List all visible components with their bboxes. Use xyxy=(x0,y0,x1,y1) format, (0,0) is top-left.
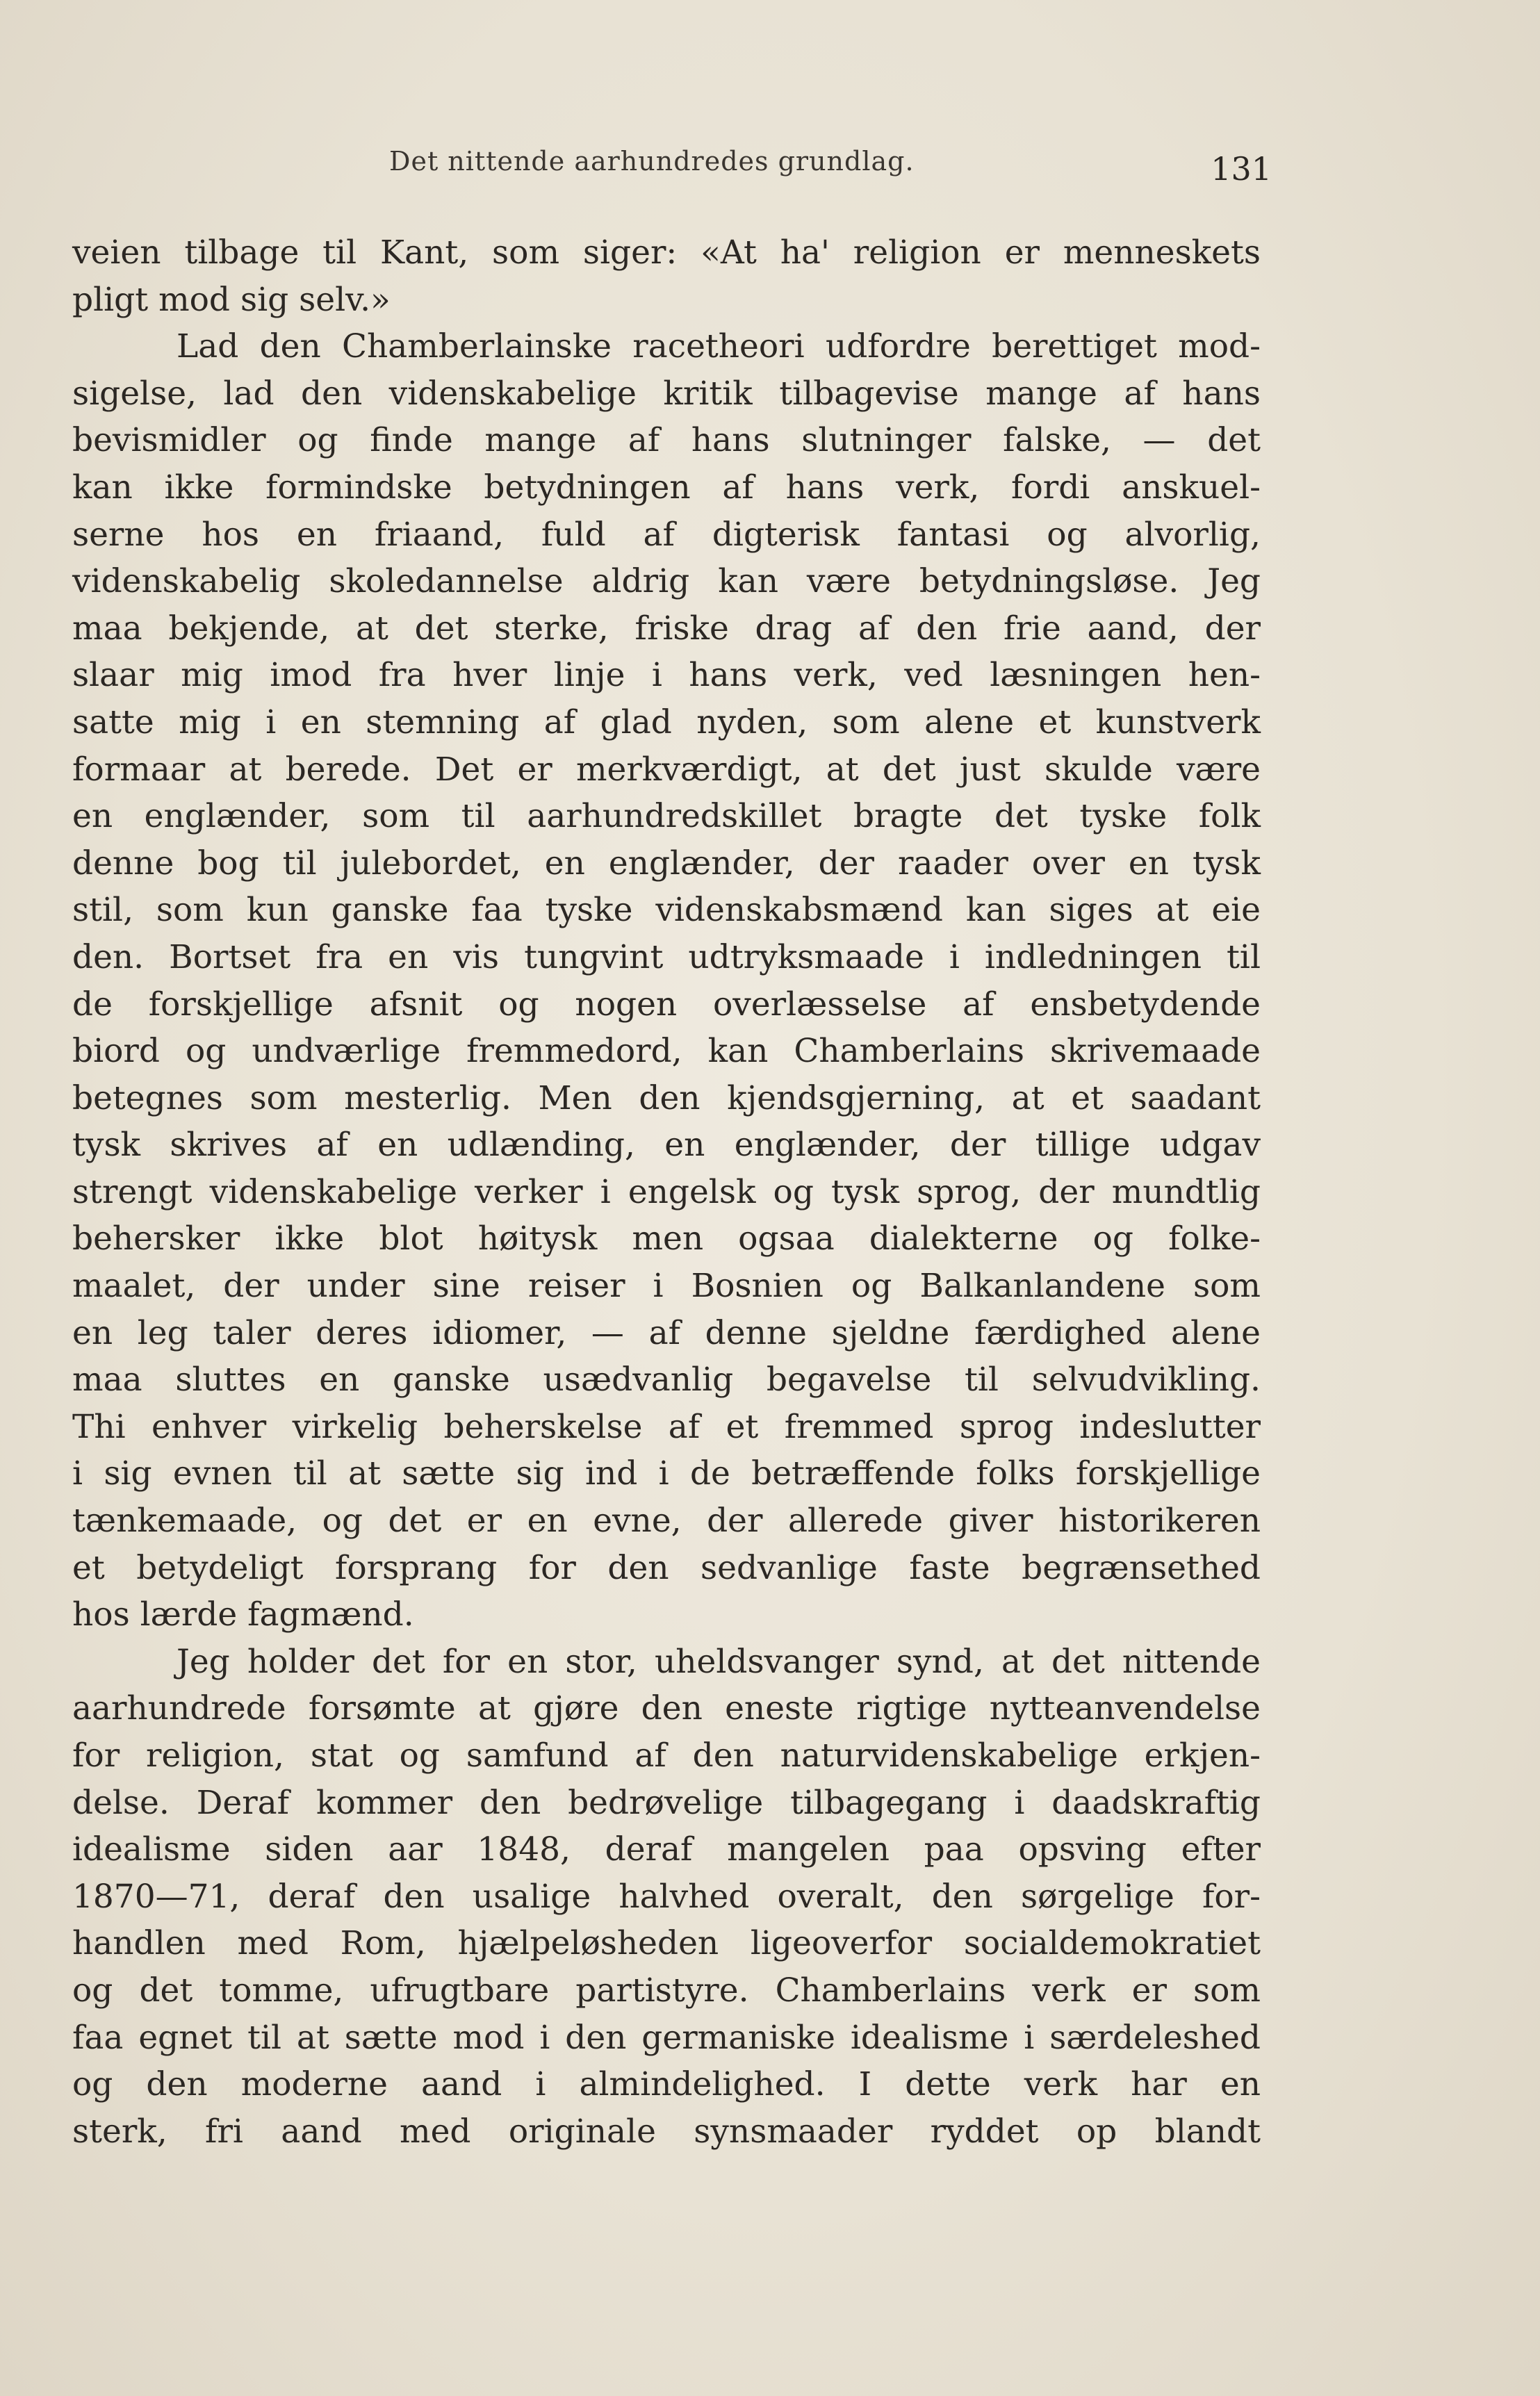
text-line: Lad den Chamberlainske racetheori udfordre berettiget mod- xyxy=(177,327,1261,366)
text-line: kan ikke formindske betydningen af hans verk, fordi anskuel- xyxy=(72,468,1261,507)
text-line: slaar mig imod fra hver linje i hans verk, ved læsningen hen- xyxy=(72,656,1261,695)
text-line: Jeg holder det for en stor, uheldsvanger synd, at det nittende xyxy=(177,1642,1261,1681)
page-number: 131 xyxy=(1211,150,1272,188)
text-line: Thi enhver virkelig beherskelse af et fremmed sprog indeslutter xyxy=(72,1407,1261,1446)
text-line: biord og undværlige fremmedord, kan Chamberlains skrivemaade xyxy=(72,1032,1261,1071)
text-line: strengt videnskabelige verker i engelsk og tysk sprog, der mundtlig xyxy=(72,1172,1261,1211)
body-text xyxy=(72,229,1261,2155)
text-line: delse. Deraf kommer den bedrøvelige tilbagegang i daadskraftig xyxy=(72,1783,1261,1822)
text-line: formaar at berede. Det er merkværdigt, at det just skulde være xyxy=(72,750,1261,789)
text-line: aarhundrede forsømte at gjøre den eneste rigtige nytteanvendelse xyxy=(72,1689,1261,1728)
text-line: et betydeligt forsprang for den sedvanlige faste begrænsethed xyxy=(72,1548,1261,1587)
text-line: veien tilbage til Kant, som siger: «At ha' religion er menneskets xyxy=(72,233,1261,272)
text-line: de forskjellige afsnit og nogen overlæsselse af ensbetydende xyxy=(72,985,1261,1024)
text-line: sigelse, lad den videnskabelige kritik tilbagevise mange af hans xyxy=(72,374,1261,413)
text-line: maa bekjende, at det sterke, friske drag af den frie aand, der xyxy=(72,609,1261,648)
text-line: en englænder, som til aarhundredskillet bragte det tyske folk xyxy=(72,797,1261,836)
text-line: denne bog til julebordet, en englænder, der raader over en tysk xyxy=(72,844,1261,883)
text-line: i sig evnen til at sætte sig ind i de betræffende folks forskjellige xyxy=(72,1454,1261,1493)
text-line: og den moderne aand i almindelighed. I dette verk har en xyxy=(72,2065,1261,2104)
text-line: pligt mod sig selv.» xyxy=(72,280,391,319)
text-line: videnskabelig skoledannelse aldrig kan være betydningsløse. Jeg xyxy=(72,562,1261,601)
text-line: behersker ikke blot høitysk men ogsaa dialekterne og folke- xyxy=(72,1220,1261,1258)
text-line: stil, som kun ganske faa tyske videnskabsmænd kan siges at eie xyxy=(72,891,1261,930)
text-line: 1870—71, deraf den usalige halvhed overalt, den sørgelige for- xyxy=(72,1877,1261,1916)
text-line: en leg taler deres idiomer, — af denne sjeldne færdighed alene xyxy=(72,1313,1261,1352)
text-line: faa egnet til at sætte mod i den germaniske idealisme i særdeleshed xyxy=(72,2018,1261,2057)
text-line: tysk skrives af en udlænding, en englænder, der tillige udgav xyxy=(72,1126,1261,1165)
text-line: maalet, der under sine reiser i Bosnien og Balkanlandene som xyxy=(72,1267,1261,1306)
text-line: idealisme siden aar 1848, deraf mangelen paa opsving efter xyxy=(72,1830,1261,1869)
text-line: handlen med Rom, hjælpeløsheden ligeoverfor socialdemokratiet xyxy=(72,1924,1261,1963)
text-line: hos lærde fagmænd. xyxy=(72,1595,414,1634)
page-header xyxy=(389,146,1272,195)
text-line: tænkemaade, og det er en evne, der allerede giver historikeren xyxy=(72,1502,1261,1541)
text-line: maa sluttes en ganske usædvanlig begavelse til selvudvikling. xyxy=(72,1361,1261,1400)
text-line: og det tomme, ufrugtbare partistyre. Chamberlains verk er som xyxy=(72,1971,1261,2010)
text-line: bevismidler og finde mange af hans slutninger falske, — det xyxy=(72,421,1261,460)
text-line: satte mig i en stemning af glad nyden, som alene et kunstverk xyxy=(72,703,1261,741)
running-title: Det nittende aarhundredes grundlag. xyxy=(389,146,915,177)
text-line: betegnes som mesterlig. Men den kjendsgjerning, at et saadant xyxy=(72,1078,1261,1117)
text-line: for religion, stat og samfund af den naturvidenskabelige erkjen- xyxy=(72,1737,1261,1775)
text-line: serne hos en friaand, fuld af digterisk fantasi og alvorlig, xyxy=(72,515,1261,554)
text-line: den. Bortset fra en vis tungvint udtryksmaade i indledningen til xyxy=(72,937,1261,976)
text-line: sterk, fri aand med originale synsmaader ryddet op blandt xyxy=(72,2112,1261,2151)
